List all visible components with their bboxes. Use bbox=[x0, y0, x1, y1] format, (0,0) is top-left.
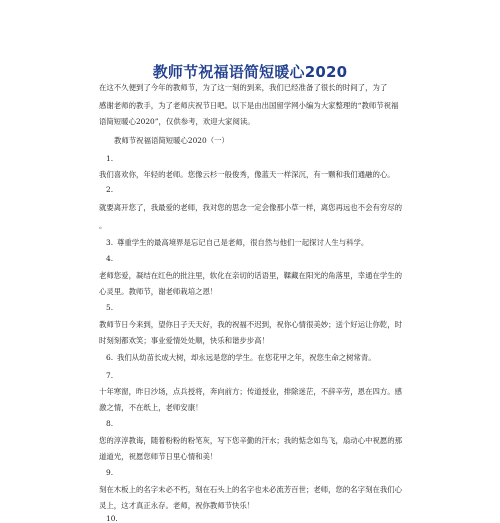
item-2-line-2: 。 bbox=[99, 221, 107, 230]
item-3-line-1: 尊重学生的最高境界是忘记自己是老师，很自然与他们一起探讨人生与科学。 bbox=[117, 238, 369, 247]
item-7-line-1: 十年寒窗，昨日沙场，点兵授将，奔向前方；传道授业，排除迷茫，不辞辛劳，恩在四方。感 bbox=[99, 387, 403, 396]
item-7-line-2: 激之情，不在纸上，老师安康！ bbox=[99, 403, 203, 412]
item-9-line-2: 灵上，这才真正永存。老师，祝你教师节快乐！ bbox=[99, 501, 255, 510]
item-3-number: 3. bbox=[106, 238, 114, 247]
item-4-line-1: 老师您爱，凝结在红色的批注里，软化在亲切的话语里，鞣藏在阳光的角落里，幸通在学生的 bbox=[99, 271, 403, 280]
item-9-line-1: 刻在木板上的名字未必不朽，刻在石头上的名字也未必流芳百世；老师，您的名字刻在我们心 bbox=[99, 485, 403, 494]
item-8-line-1: 您的淳淳教诲，随着粉粉的粉笔灰，写下您辛勤的汗水；我的惦念如鸟飞，扇动心中祝愿的那 bbox=[99, 436, 403, 445]
item-10-number: 10. bbox=[106, 514, 118, 523]
item-1-line-1: 我们喜欢你，年轻的老师。您像云杉一般俊秀，像蓝天一样深沉，有一颗和我们通融的心。 bbox=[99, 170, 395, 179]
item-8-number: 8. bbox=[106, 419, 114, 428]
item-7-number: 7. bbox=[106, 371, 114, 380]
item-5-line-2: 时刻刻都欢笑；事业爱情处处顺，快乐和谐步步高！ bbox=[99, 336, 269, 345]
item-2-line-1: 就要离开您了，我最爱的老师，我对您的思念一定会像那小草一样，离您再远也不会有穷尽的 bbox=[99, 203, 403, 212]
item-6-number: 6. bbox=[106, 353, 114, 362]
intro-line-2: 感谢老师的教手，为了老师庆祝节日吧。以下是由出国留学网小编为大家整理的“教师节祝福 bbox=[99, 101, 399, 110]
item-5-line-1: 教师节日今来到，望你日子天天好，我的祝福不迟到，祝你心情很美妙；送个好运让你乾，时 bbox=[99, 320, 403, 329]
intro-line-3: 语简短暖心2020”，仅供参考，欢迎大家阅读。 bbox=[99, 117, 255, 126]
item-1-number: 1. bbox=[106, 154, 114, 163]
item-4-line-2: 心灵里。教师节，谢老师栽培之恩！ bbox=[99, 287, 218, 296]
item-9-number: 9. bbox=[106, 468, 114, 477]
item-5-number: 5. bbox=[106, 303, 114, 312]
page-title: 教师节祝福语简短暖心2020 bbox=[152, 63, 348, 81]
item-6-line-1: 我们从幼苗长成大树，却永远是您的学生。在您花甲之年，祝您生命之树常青。 bbox=[117, 353, 376, 362]
item-8-line-2: 道道光，祝愿您师节日里心情和美！ bbox=[99, 452, 218, 461]
section-heading: 教师节祝福语简短暖心2020（一） bbox=[114, 136, 229, 145]
item-4-number: 4. bbox=[106, 254, 114, 263]
item-2-number: 2. bbox=[106, 185, 114, 194]
intro-line-1: 在这不久便到了今年的教师节，为了这一刻的到来，我们已经准备了很长的时间了，为了 bbox=[99, 83, 388, 92]
